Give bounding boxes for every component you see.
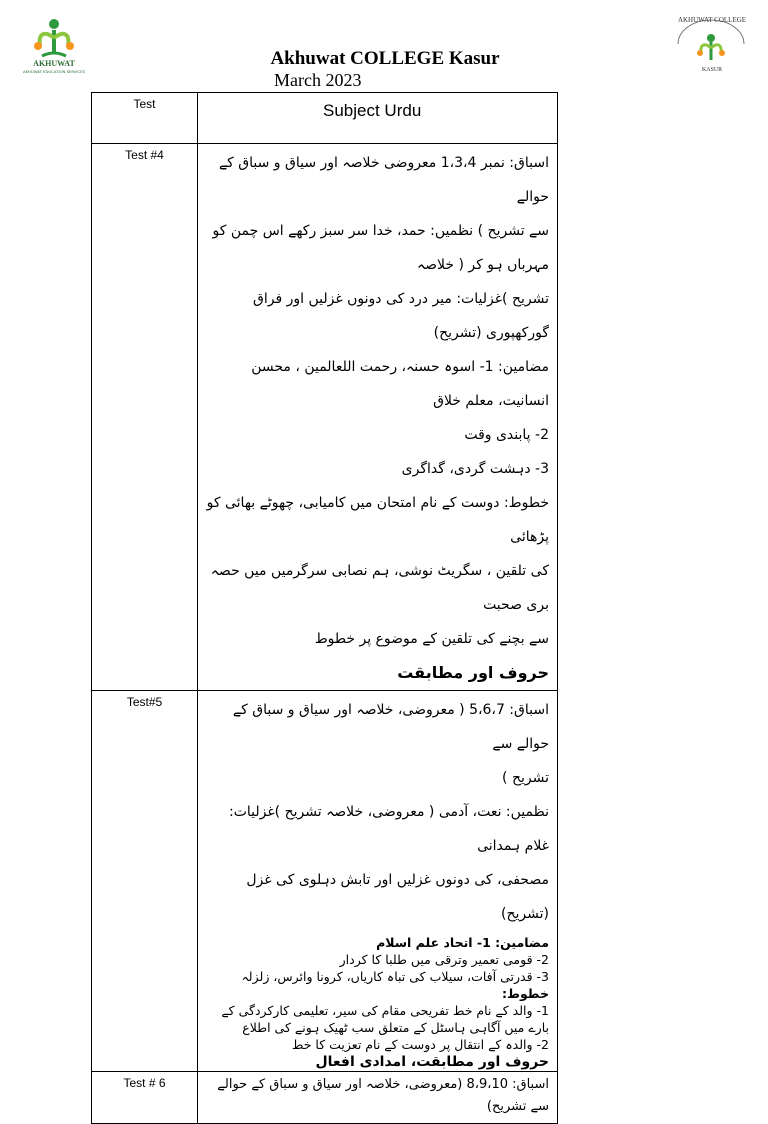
left-logo-subtext: AKHUWAT EDUCATION SERVICES: [22, 69, 86, 74]
right-logo-subtext: KASUR: [701, 67, 723, 73]
syllabus-text: [198, 691, 557, 931]
header-subject: [198, 93, 558, 144]
syllabus-line: اسباق: 8،9،10 (معروضی، خلاصہ اور سیاق و سباق کے حوالے سے تشریح): [217, 1077, 549, 1114]
syllabus-text: [198, 1072, 557, 1118]
table-row: [92, 691, 558, 1072]
syllabus-line: تشریح ): [502, 770, 549, 786]
test-label: Test#5: [92, 691, 198, 1072]
syllabus-line: 2- والدہ کے انتقال پر دوست کے نام تعزیت کا خط: [291, 1037, 549, 1052]
syllabus-line: سے تشریح ) نظمیں: حمد، خدا سر سبز رکھے اس چمن کو مہرباں ہو کر ( خلاصہ: [212, 223, 549, 273]
page-title: Akhuwat COLLEGE Kasur: [270, 48, 500, 69]
syllabus-line: اسباق: 5،6،7 ( معروضی، خلاصہ اور سیاق و سباق کے حوالے سے: [232, 702, 549, 752]
table-row: [92, 144, 558, 691]
akhuwat-logo-left: [18, 16, 90, 78]
test-label: Test # 6: [92, 1072, 198, 1124]
syllabus-line: 2- پابندی وقت: [464, 427, 549, 443]
syllabus-line: مصحفی، کی دونوں غزلیں اور تابش دہلوی کی غزل (تشریح): [246, 872, 549, 922]
syllabus-line: خطوط:: [501, 986, 549, 1001]
syllabus-cell: [198, 691, 558, 1072]
table-header-row: [92, 93, 558, 144]
header-test: Test: [92, 93, 198, 144]
syllabus-line: خطوط: دوست کے نام امتحان میں کامیابی، چھوٹے بھائی کو پڑھائی: [206, 495, 549, 545]
syllabus-line: حروف اور مطابقت، امدادی افعال: [315, 1054, 549, 1070]
syllabus-line: 2- قومی تعمیر وترقی میں طلبا کا کردار: [339, 952, 549, 967]
syllabus-line: 3- دہشت گردی، گداگری: [401, 461, 549, 477]
akhuwat-college-logo-right: [668, 14, 754, 78]
syllabus-line: مضامین: 1- اسوہ حسنہ، رحمت اللعالمین ، محسن انسانیت، معلم خلاق: [251, 359, 549, 409]
syllabus-text: [198, 144, 557, 690]
page-date: March 2023: [274, 70, 362, 90]
syllabus-line: کی تلقین ، سگریٹ نوشی، ہم نصابی سرگرمیں میں حصہ بری صحبت: [210, 563, 549, 613]
syllabus-line: بارے میں آگاہی ہاسٹل کے متعلق سب ٹھیک ہونے کی اطلاع: [242, 1020, 549, 1035]
syllabus-cell: [198, 144, 558, 691]
table-row: [92, 1072, 558, 1124]
syllabus-line: سے بچنے کی تلقین کے موضوع پر خطوط: [314, 631, 549, 647]
right-logo-text: AKHUWAT COLLEGE: [677, 16, 747, 24]
syllabus-line: 1- والد کے نام خط تفریحی مقام کی سیر، تعلیمی کارکردگی کے: [221, 1003, 549, 1018]
syllabus-line: نظمیں: نعت، آدمی ( معروضی، خلاصہ تشریح )غزلیات: غلام ہمدانی: [228, 804, 549, 854]
left-logo-text: AKHUWAT: [33, 59, 75, 68]
syllabus-table: [91, 92, 558, 1124]
syllabus-line: 3- قدرتی آفات، سیلاب کی تباہ کاریاں، کرونا وائرس، زلزلہ: [241, 969, 549, 984]
test-label: Test #4: [92, 144, 198, 691]
syllabus-line: اسباق: نمبر 1،3،4 معروضی خلاصہ اور سیاق و سباق کے حوالے: [218, 155, 549, 205]
syllabus-line: حروف اور مطابقت: [397, 663, 549, 682]
subject-label: Subject Urdu: [323, 101, 422, 120]
syllabus-line: مضامین: 1- اتحاد علم اسلام: [376, 935, 549, 950]
syllabus-cell: [198, 1072, 558, 1124]
syllabus-line: تشریح )غزلیات: میر درد کی دونوں غزلیں اور فراق گورکھپوری (تشریح): [253, 291, 549, 341]
syllabus-dense-text: [198, 931, 557, 1070]
